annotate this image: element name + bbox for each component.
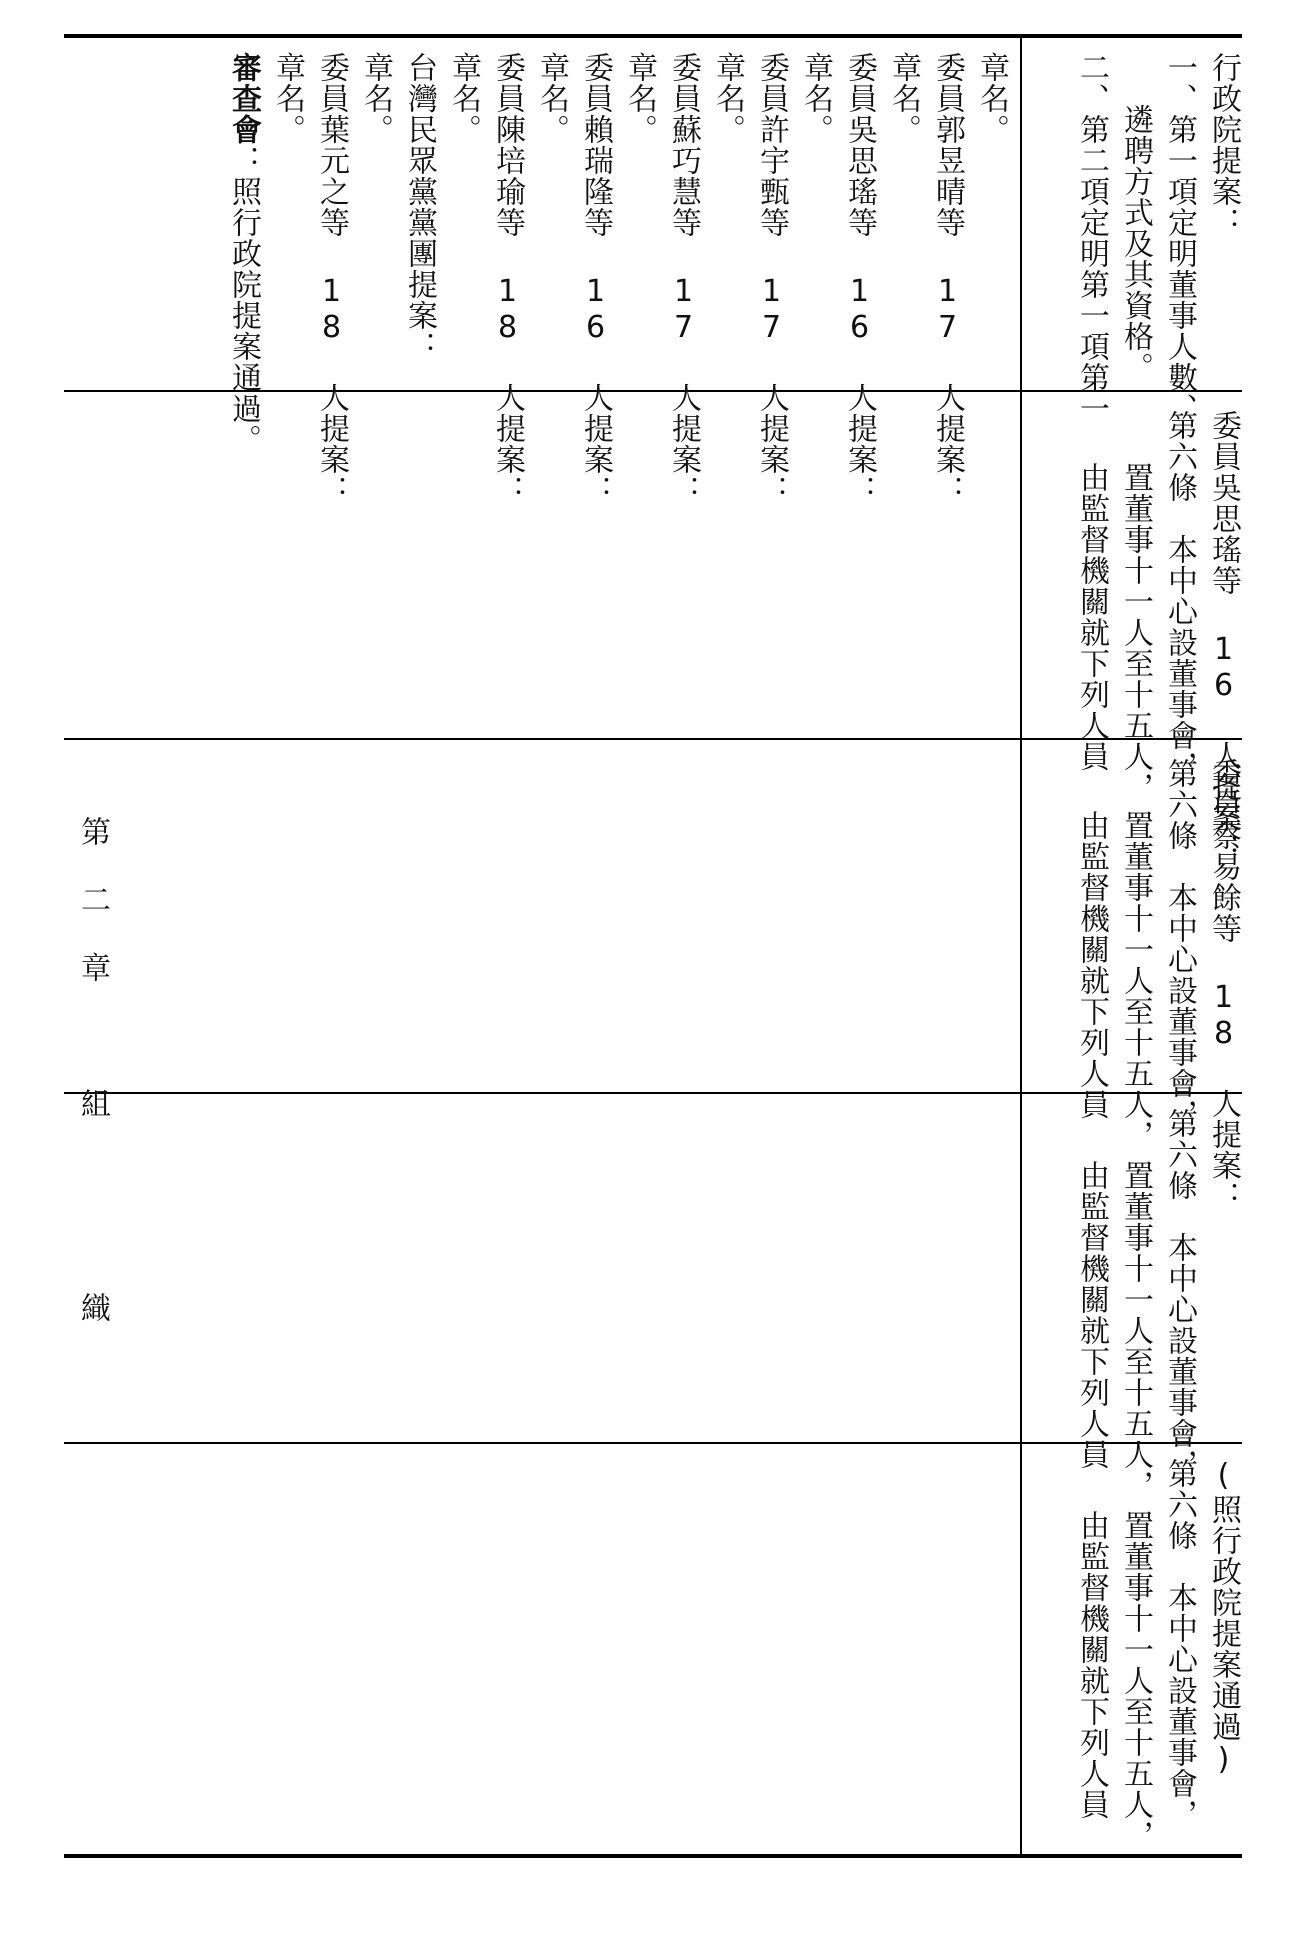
- tsai-line-3: 由監督機關就下列人員: [1074, 810, 1109, 1120]
- proposal-line-5: 章名。: [798, 52, 833, 145]
- exec-yuan-line-3: 二、第二項定明第一項第一: [1074, 52, 1109, 424]
- wu-line-2: 置董事十一人至十五人，: [1118, 462, 1153, 803]
- proposal-line-8: 委員蘇巧慧等 17 人提案：: [666, 52, 701, 506]
- proposal-line-12: 委員陳培瑜等 18 人提案：: [490, 52, 525, 506]
- article-six-column: [1030, 1108, 1238, 1501]
- wu-proposal-column: [1030, 410, 1241, 864]
- wu-proposal-title: 委員吳思瑤等 16 人提案：: [1206, 410, 1241, 864]
- passed-column: [1030, 1458, 1241, 1851]
- exec-yuan-column: [1030, 52, 1241, 424]
- proposal-line-1: 章名。: [974, 52, 1009, 145]
- tsai-line-1: 第六條 本中心設董事會，: [1162, 758, 1197, 1130]
- article-line-1: 第六條 本中心設董事會，: [1162, 1108, 1197, 1480]
- exec-yuan-line-1: 一、第一項定明董事人數、: [1162, 52, 1197, 424]
- proposal-line-6: 委員許宇甄等 17 人提案：: [754, 52, 789, 506]
- proposal-line-11: 章名。: [534, 52, 569, 145]
- comparison-table: [64, 34, 1242, 1858]
- tsai-proposal-column: [1030, 758, 1241, 1212]
- proposal-line-9: 章名。: [622, 52, 657, 145]
- passed-title: (照行政院提案通過): [1206, 1458, 1241, 1778]
- proposal-line-15: 章名。: [358, 52, 393, 145]
- column-divider: [1020, 34, 1022, 1858]
- proposal-line-13: 章名。: [446, 52, 481, 145]
- wu-line-3: 由監督機關就下列人員: [1074, 462, 1109, 772]
- proposal-line-4: 委員吳思瑤等 16 人提案：: [842, 52, 877, 506]
- proposal-line-2: 委員郭昱晴等 17 人提案：: [930, 52, 965, 506]
- committee-text: ：照行政院提案通過。: [226, 145, 261, 455]
- passed-line-2: 置董事十一人至十五人，: [1118, 1510, 1153, 1851]
- proposals-column: [46, 52, 1009, 506]
- exec-yuan-title: 行政院提案：: [1206, 52, 1241, 238]
- passed-line-1: 第六條 本中心設董事會，: [1162, 1458, 1197, 1830]
- exec-yuan-line-2: 遴聘方式及其資格。: [1118, 104, 1153, 383]
- proposal-line-16: 委員葉元之等 18 人提案：: [314, 52, 349, 506]
- proposal-line-3: 章名。: [886, 52, 921, 145]
- table-bottom-border: [64, 1854, 1242, 1858]
- tsai-proposal-title: 委員蔡易餘等 18 人提案：: [1206, 758, 1241, 1212]
- chapter-title: 第二章 組 織: [75, 816, 110, 1360]
- table-top-border: [64, 34, 1242, 38]
- proposal-line-10: 委員賴瑞隆等 16 人提案：: [578, 52, 613, 506]
- proposal-line-7: 章名。: [710, 52, 745, 145]
- article-line-2: 置董事十一人至十五人，: [1118, 1160, 1153, 1501]
- article-line-3: 由監督機關就下列人員: [1074, 1160, 1109, 1470]
- wu-line-1: 第六條 本中心設董事會，: [1162, 410, 1197, 782]
- committee-decision: [214, 52, 261, 455]
- proposal-line-14: 台灣民眾黨黨團提案：: [402, 52, 437, 362]
- proposal-line-17: 章名。: [270, 52, 305, 145]
- committee-label: 審查會: [226, 52, 261, 145]
- tsai-line-2: 置董事十一人至十五人，: [1118, 810, 1153, 1151]
- passed-line-3: 由監督機關就下列人員: [1074, 1510, 1109, 1820]
